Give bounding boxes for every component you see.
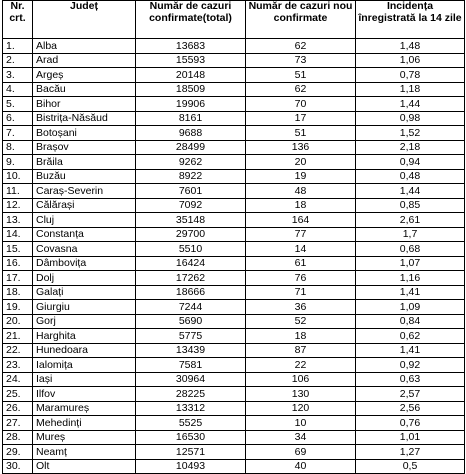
- table-header: [3, 1, 465, 39]
- cell-total-cases: 7244: [136, 300, 246, 315]
- cell-nr: 13.: [3, 213, 33, 228]
- cell-incidence: 0,84: [356, 314, 465, 329]
- cell-judet: Cluj: [33, 213, 136, 228]
- cell-total-cases: 9688: [136, 126, 246, 141]
- cell-total-cases: 17262: [136, 271, 246, 286]
- cell-total-cases: 18509: [136, 82, 246, 97]
- table-row: [3, 82, 465, 97]
- cell-total-cases: 7092: [136, 198, 246, 213]
- cell-judet: Ilfov: [33, 387, 136, 402]
- cell-judet: Gorj: [33, 314, 136, 329]
- cell-new-cases: 40: [246, 459, 356, 474]
- cell-incidence: 1,18: [356, 82, 465, 97]
- cell-new-cases: 51: [246, 126, 356, 141]
- cell-new-cases: 52: [246, 314, 356, 329]
- table-row: [3, 242, 465, 257]
- cell-judet: Giurgiu: [33, 300, 136, 315]
- cell-incidence: 0,78: [356, 68, 465, 83]
- cell-nr: 23.: [3, 358, 33, 373]
- table-row: [3, 184, 465, 199]
- cell-incidence: 1,01: [356, 430, 465, 445]
- table-row: [3, 459, 465, 474]
- cell-incidence: 1,44: [356, 184, 465, 199]
- cell-new-cases: 70: [246, 97, 356, 112]
- table-row: [3, 300, 465, 315]
- table-row: [3, 285, 465, 300]
- table-row: [3, 126, 465, 141]
- cell-total-cases: 16530: [136, 430, 246, 445]
- header-nr: Nr. crt.: [3, 1, 33, 39]
- cell-judet: Călărași: [33, 198, 136, 213]
- cell-incidence: 0,98: [356, 111, 465, 126]
- cell-incidence: 1,44: [356, 97, 465, 112]
- cell-judet: Alba: [33, 39, 136, 54]
- cell-incidence: 0,68: [356, 242, 465, 257]
- cell-nr: 15.: [3, 242, 33, 257]
- table-row: [3, 430, 465, 445]
- cell-incidence: 1,41: [356, 285, 465, 300]
- cell-judet: Olt: [33, 459, 136, 474]
- cell-total-cases: 30964: [136, 372, 246, 387]
- table-row: [3, 445, 465, 460]
- header-judet: Județ: [33, 1, 136, 39]
- cell-nr: 9.: [3, 155, 33, 170]
- cell-nr: 11.: [3, 184, 33, 199]
- table-row: [3, 329, 465, 344]
- cell-new-cases: 130: [246, 387, 356, 402]
- cell-new-cases: 17: [246, 111, 356, 126]
- cell-judet: Bihor: [33, 97, 136, 112]
- cell-nr: 29.: [3, 445, 33, 460]
- cell-nr: 22.: [3, 343, 33, 358]
- cell-nr: 16.: [3, 256, 33, 271]
- cell-new-cases: 34: [246, 430, 356, 445]
- cell-nr: 24.: [3, 372, 33, 387]
- cell-nr: 6.: [3, 111, 33, 126]
- cell-nr: 1.: [3, 39, 33, 54]
- cell-incidence: 0,5: [356, 459, 465, 474]
- cell-new-cases: 22: [246, 358, 356, 373]
- cell-total-cases: 28499: [136, 140, 246, 155]
- cell-total-cases: 5775: [136, 329, 246, 344]
- cell-total-cases: 7581: [136, 358, 246, 373]
- cell-total-cases: 28225: [136, 387, 246, 402]
- table-row: [3, 227, 465, 242]
- table-row: [3, 68, 465, 83]
- cell-new-cases: 73: [246, 53, 356, 68]
- cell-judet: Neamț: [33, 445, 136, 460]
- cell-total-cases: 19906: [136, 97, 246, 112]
- cell-new-cases: 51: [246, 68, 356, 83]
- table-row: [3, 314, 465, 329]
- cell-new-cases: 62: [246, 82, 356, 97]
- cell-incidence: 1,48: [356, 39, 465, 54]
- table-row: [3, 372, 465, 387]
- cell-new-cases: 14: [246, 242, 356, 257]
- cell-new-cases: 36: [246, 300, 356, 315]
- cell-new-cases: 20: [246, 155, 356, 170]
- cell-new-cases: 76: [246, 271, 356, 286]
- cell-incidence: 0,63: [356, 372, 465, 387]
- cell-judet: Mureș: [33, 430, 136, 445]
- table-row: [3, 416, 465, 431]
- cell-judet: Hunedoara: [33, 343, 136, 358]
- table-row: [3, 111, 465, 126]
- cell-judet: Brașov: [33, 140, 136, 155]
- table-row: [3, 213, 465, 228]
- cell-total-cases: 8922: [136, 169, 246, 184]
- cell-total-cases: 10493: [136, 459, 246, 474]
- cell-nr: 8.: [3, 140, 33, 155]
- cell-incidence: 2,57: [356, 387, 465, 402]
- cell-nr: 14.: [3, 227, 33, 242]
- cell-judet: Mehedinți: [33, 416, 136, 431]
- table-row: [3, 39, 465, 54]
- cell-judet: Galați: [33, 285, 136, 300]
- cell-judet: Dâmbovița: [33, 256, 136, 271]
- cell-judet: Botoșani: [33, 126, 136, 141]
- cell-new-cases: 136: [246, 140, 356, 155]
- cell-new-cases: 87: [246, 343, 356, 358]
- cell-nr: 25.: [3, 387, 33, 402]
- cell-new-cases: 62: [246, 39, 356, 54]
- cell-new-cases: 77: [246, 227, 356, 242]
- cell-incidence: 1,09: [356, 300, 465, 315]
- cell-incidence: 0,62: [356, 329, 465, 344]
- cell-judet: Buzău: [33, 169, 136, 184]
- cell-judet: Brăila: [33, 155, 136, 170]
- cell-nr: 28.: [3, 430, 33, 445]
- cell-judet: Harghita: [33, 329, 136, 344]
- cell-judet: Maramureș: [33, 401, 136, 416]
- cell-incidence: 1,7: [356, 227, 465, 242]
- cell-new-cases: 18: [246, 198, 356, 213]
- cell-judet: Bacău: [33, 82, 136, 97]
- cell-new-cases: 106: [246, 372, 356, 387]
- cell-new-cases: 71: [246, 285, 356, 300]
- cell-nr: 18.: [3, 285, 33, 300]
- cell-judet: Constanța: [33, 227, 136, 242]
- cell-nr: 4.: [3, 82, 33, 97]
- cell-nr: 10.: [3, 169, 33, 184]
- cell-incidence: 1,06: [356, 53, 465, 68]
- cell-new-cases: 120: [246, 401, 356, 416]
- cell-nr: 21.: [3, 329, 33, 344]
- cell-incidence: 1,07: [356, 256, 465, 271]
- cell-nr: 19.: [3, 300, 33, 315]
- header-total-cases: Număr de cazuri confirmate(total): [136, 1, 246, 39]
- table-row: [3, 401, 465, 416]
- cell-incidence: 2,61: [356, 213, 465, 228]
- cell-incidence: 2,56: [356, 401, 465, 416]
- cell-total-cases: 29700: [136, 227, 246, 242]
- cell-total-cases: 18666: [136, 285, 246, 300]
- table-row: [3, 169, 465, 184]
- cell-new-cases: 61: [246, 256, 356, 271]
- cell-total-cases: 13683: [136, 39, 246, 54]
- cell-incidence: 0,92: [356, 358, 465, 373]
- cell-new-cases: 18: [246, 329, 356, 344]
- cell-incidence: 0,48: [356, 169, 465, 184]
- cell-total-cases: 5510: [136, 242, 246, 257]
- cell-judet: Argeș: [33, 68, 136, 83]
- cell-incidence: 1,27: [356, 445, 465, 460]
- cell-incidence: 0,85: [356, 198, 465, 213]
- table-row: [3, 343, 465, 358]
- cell-total-cases: 35148: [136, 213, 246, 228]
- table-row: [3, 256, 465, 271]
- cell-new-cases: 19: [246, 169, 356, 184]
- cell-total-cases: 8161: [136, 111, 246, 126]
- cell-incidence: 0,76: [356, 416, 465, 431]
- cell-total-cases: 7601: [136, 184, 246, 199]
- cell-incidence: 1,52: [356, 126, 465, 141]
- table-row: [3, 97, 465, 112]
- cell-nr: 5.: [3, 97, 33, 112]
- table-row: [3, 53, 465, 68]
- cell-incidence: 1,41: [356, 343, 465, 358]
- cell-total-cases: 5525: [136, 416, 246, 431]
- cell-incidence: 2,18: [356, 140, 465, 155]
- cell-nr: 7.: [3, 126, 33, 141]
- header-row: [3, 1, 465, 39]
- cell-judet: Ialomița: [33, 358, 136, 373]
- cell-incidence: 0,94: [356, 155, 465, 170]
- cell-judet: Arad: [33, 53, 136, 68]
- cell-nr: 12.: [3, 198, 33, 213]
- cell-new-cases: 48: [246, 184, 356, 199]
- cell-total-cases: 20148: [136, 68, 246, 83]
- cell-judet: Covasna: [33, 242, 136, 257]
- table-body: [3, 39, 465, 474]
- cell-nr: 26.: [3, 401, 33, 416]
- table-row: [3, 387, 465, 402]
- header-incidence: Incidența înregistrată la 14 zile: [356, 1, 465, 39]
- header-new-cases: Număr de cazuri nou confirmate: [246, 1, 356, 39]
- cell-total-cases: 15593: [136, 53, 246, 68]
- table-row: [3, 198, 465, 213]
- cell-nr: 2.: [3, 53, 33, 68]
- cell-nr: 17.: [3, 271, 33, 286]
- cell-nr: 27.: [3, 416, 33, 431]
- cell-total-cases: 12571: [136, 445, 246, 460]
- cell-judet: Caraș-Severin: [33, 184, 136, 199]
- cell-judet: Dolj: [33, 271, 136, 286]
- cell-nr: 3.: [3, 68, 33, 83]
- cell-total-cases: 13312: [136, 401, 246, 416]
- cell-new-cases: 164: [246, 213, 356, 228]
- cell-incidence: 1,16: [356, 271, 465, 286]
- cell-total-cases: 13439: [136, 343, 246, 358]
- cell-new-cases: 69: [246, 445, 356, 460]
- table-row: [3, 271, 465, 286]
- table-row: [3, 358, 465, 373]
- cell-total-cases: 16424: [136, 256, 246, 271]
- cell-new-cases: 10: [246, 416, 356, 431]
- cell-nr: 30.: [3, 459, 33, 474]
- covid-cases-table: [2, 0, 465, 474]
- cell-nr: 20.: [3, 314, 33, 329]
- table-row: [3, 140, 465, 155]
- cell-judet: Iași: [33, 372, 136, 387]
- cell-total-cases: 5690: [136, 314, 246, 329]
- table-row: [3, 155, 465, 170]
- cell-total-cases: 9262: [136, 155, 246, 170]
- cell-judet: Bistrița-Năsăud: [33, 111, 136, 126]
